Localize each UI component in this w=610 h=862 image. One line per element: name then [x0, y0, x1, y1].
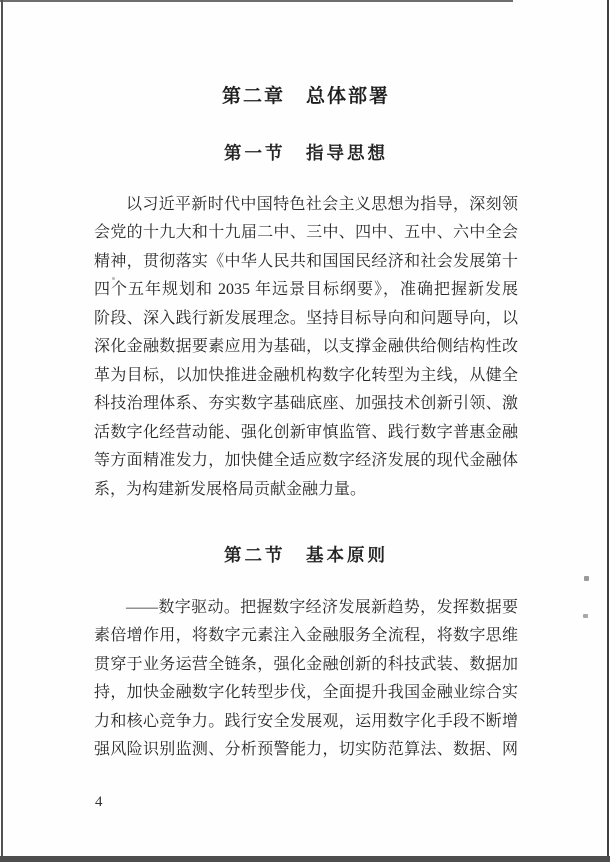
text-line: 贯穿于业务运营全链条，强化金融创新的科技武装、数据加: [94, 655, 518, 673]
text-line: 四个五年规划和 2035 年远景目标纲要》，准确把握新发展: [94, 281, 518, 299]
text-line: 素倍增作用，将数字元素注入金融服务全流程，将数字思维: [94, 627, 518, 645]
text-line: 持，加快金融数字化转型步伐，全面提升我国金融业综合实: [94, 684, 518, 702]
scan-edge-right: [607, 0, 609, 862]
paragraph-guiding-ideology: [94, 191, 518, 504]
scan-edge-left: [1, 0, 3, 862]
section-heading-guiding-ideology: 第一节 指导思想: [224, 143, 388, 163]
scan-speck: [584, 576, 589, 581]
text-line: 活数字化经营动能、强化创新审慎监管、践行数字普惠金融: [94, 423, 518, 441]
text-line: 阶段、深入践行新发展理念。坚持目标导向和问题导向，以: [94, 309, 518, 327]
paragraph-basic-principles: [94, 594, 518, 765]
text-line: 系，为构建新发展格局贡献金融力量。: [94, 480, 367, 498]
scan-edge-top: [0, 0, 513, 2]
text-line: 革为目标，以加快推进金融机构数字化转型为主线，从健全: [94, 366, 518, 384]
text-line: 精神，贯彻落实《中华人民共和国国民经济和社会发展第十: [94, 252, 518, 270]
text-line: 会党的十九大和十九届二中、三中、四中、五中、六中全会: [94, 224, 518, 242]
text-line: 科技治理体系、夯实数字基础底座、加强技术创新引领、激: [94, 395, 518, 413]
scan-edge-bottom: [0, 856, 610, 862]
text-line: 力和核心竞争力。践行安全发展观，运用数字化手段不断增: [94, 712, 518, 730]
text-line: 以习近平新时代中国特色社会主义思想为指导，深刻领: [126, 196, 518, 213]
text-line: 深化金融数据要素应用为基础，以支撑金融供给侧结构性改: [94, 338, 518, 356]
scan-speck: [583, 614, 588, 618]
text-line: 等方面精准发力，加快健全适应数字经济发展的现代金融体: [94, 452, 518, 470]
section-heading-basic-principles: 第二节 基本原则: [224, 545, 388, 565]
text-line: ——数字驱动。把握数字经济发展新趋势，发挥数据要: [126, 599, 518, 616]
page-number: 4: [95, 794, 103, 810]
text-line: 强风险识别监测、分析预警能力，切实防范算法、数据、网: [94, 741, 518, 759]
chapter-heading: 第二章 总体部署: [221, 85, 390, 107]
